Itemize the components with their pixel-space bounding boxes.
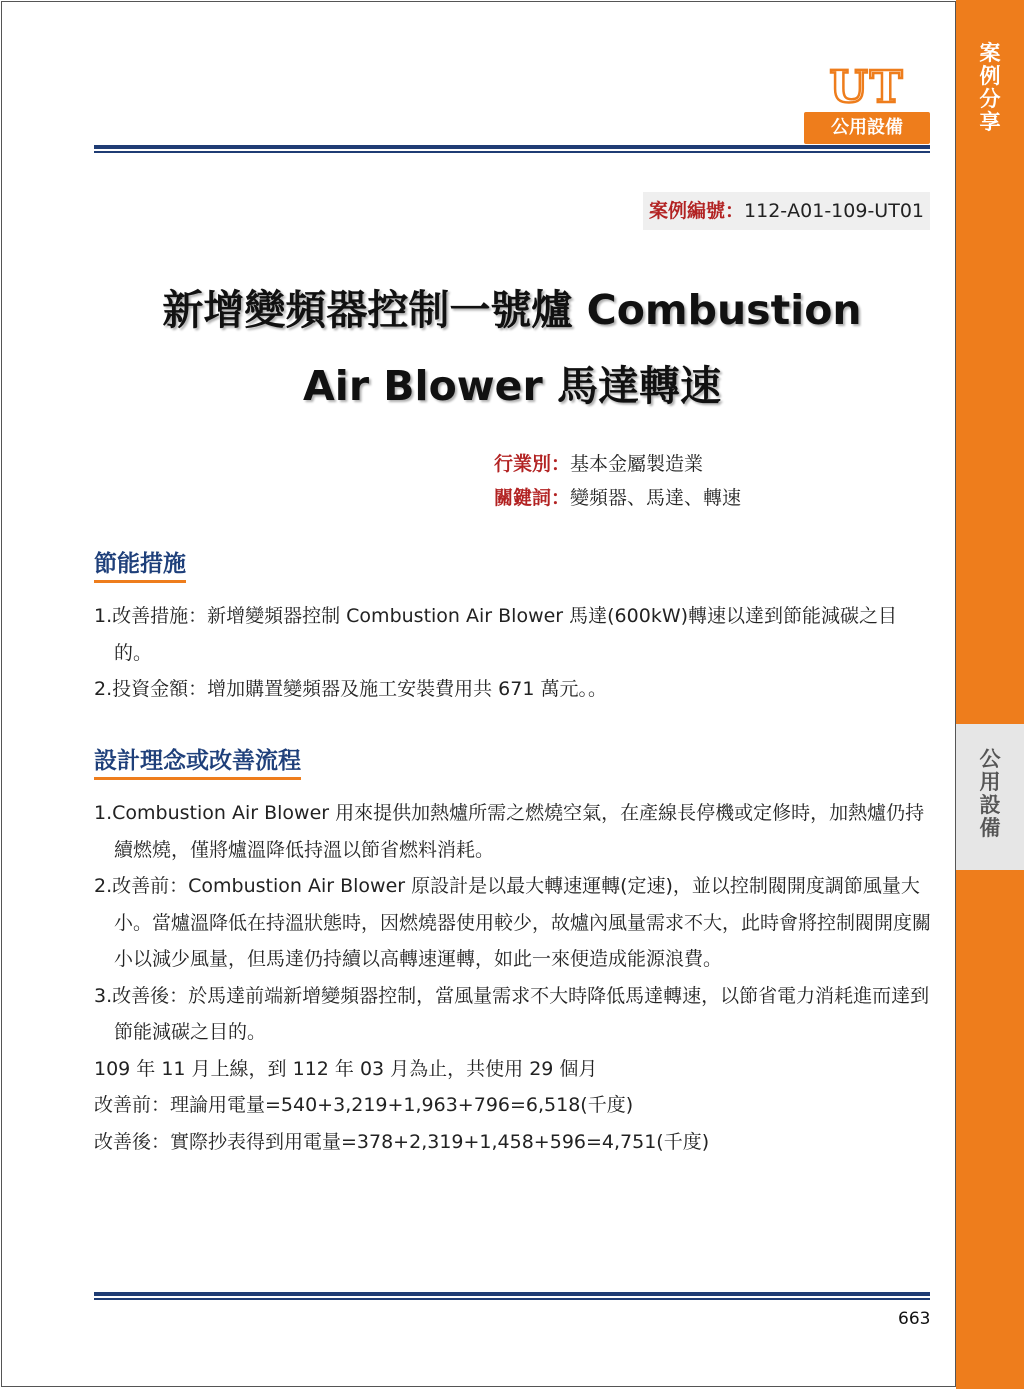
case-number-label: 案例編號： xyxy=(649,200,745,222)
usage-line: 109 年 11 月上線，到 112 年 03 月為止，共使用 29 個月 xyxy=(94,1057,598,1080)
keywords-row xyxy=(494,481,741,515)
section-heading-design: 設計理念或改善流程 xyxy=(94,742,301,780)
after-usage-line: 改善後：實際抄表得到用電量=378+2,319+1,458+596=4,751(千度) xyxy=(94,1130,710,1153)
design-body xyxy=(94,795,934,1160)
case-number-value: 112-A01-109-UT01 xyxy=(744,200,924,222)
design-item: 1.Combustion Air Blower 用來提供加熱爐所需之燃燒空氣，在產線長停機或定修時，加熱爐仍持續燃燒，僅將爐溫降低持溫以節省燃料消耗。 xyxy=(94,802,925,861)
design-item: 2.改善前：Combustion Air Blower 原設計是以最大轉速運轉(定速)，並以控制閥開度調節風量大小。當爐溫降低在持溫狀態時，因燃燒器使用較少，故爐內風量需求不大，此時會將控制閥開度關小以減少風量，但馬達仍持續以高轉速運轉，如此一來便造成能源浪費。 xyxy=(94,875,932,970)
header-rule xyxy=(94,145,930,153)
measure-item: 2.投資金額：增加購置變頻器及施工安裝費用共 671 萬元。。 xyxy=(94,678,607,700)
page-number: 663 xyxy=(898,1309,931,1329)
meta-block xyxy=(494,447,741,515)
title-line-2: Air Blower 馬達轉速 xyxy=(303,362,721,410)
keywords-value: 變頻器、馬達、轉速 xyxy=(570,487,742,509)
footer-rule xyxy=(94,1292,930,1300)
chapter-tab-text: 公 用 設 備 xyxy=(979,747,1001,840)
keywords-label: 關鍵詞： xyxy=(494,487,571,509)
industry-value: 基本金屬製造業 xyxy=(570,453,704,475)
side-tab-label xyxy=(956,42,1024,134)
side-tab-bar xyxy=(956,0,1024,1389)
ut-logo xyxy=(804,66,930,144)
industry-label: 行業別： xyxy=(494,453,571,475)
industry-row xyxy=(494,447,741,481)
case-number-box xyxy=(643,192,930,230)
ut-logo-brand: UT xyxy=(829,66,905,108)
measure-item: 1.改善措施：新增變頻器控制 Combustion Air Blower 馬達(600kW)轉速以達到節能減碳之目的。 xyxy=(94,605,898,664)
section-heading-measures: 節能措施 xyxy=(94,545,186,583)
chapter-tab-label xyxy=(956,748,1024,840)
before-usage-line: 改善前：理論用電量=540+3,219+1,963+796=6,518(千度) xyxy=(94,1094,634,1116)
logo-label: 公用設備 xyxy=(804,112,930,144)
side-tab-text: 案 例 分 享 xyxy=(979,41,1001,134)
design-item: 3.改善後：於馬達前端新增變頻器控制，當風量需求不大時降低馬達轉速，以節省電力消耗進而達到節能減碳之目的。 xyxy=(94,984,930,1043)
measures-body xyxy=(94,598,934,708)
page-title xyxy=(94,272,930,424)
title-line-1: 新增變頻器控制一號爐 Combustion xyxy=(162,286,862,334)
ut-logo-icon xyxy=(804,66,930,108)
